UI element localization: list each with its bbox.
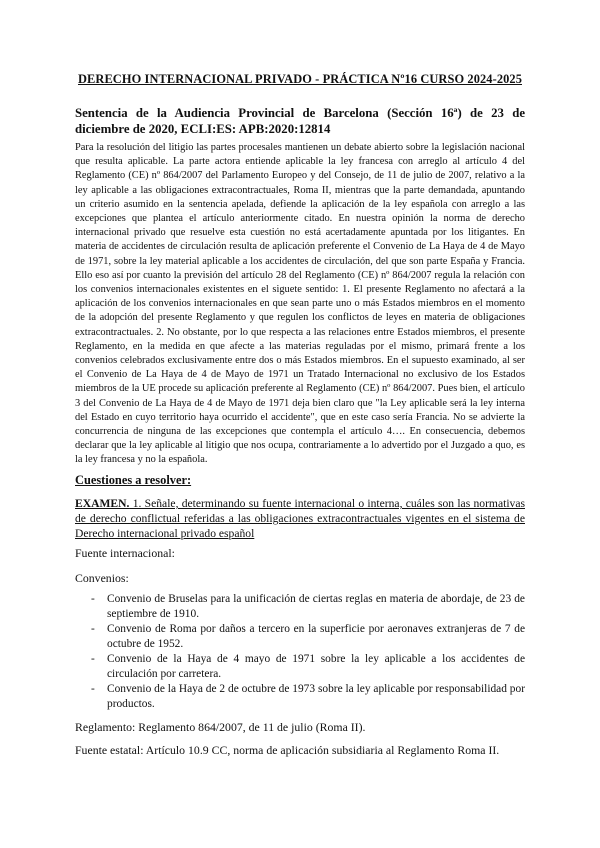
list-dash: - [91,593,95,605]
convenios-list [75,592,525,712]
reglamento-line: Reglamento: Reglamento 864/2007, de 11 de julio (Roma II). [75,720,366,734]
judgment-excerpt: Para la resolución del litigio las partes procesales mantienen un debate abierto sobre la legislación nacional que resulta aplicable. La parte actora entiende aplicable la ley francesa con arreglo al artículo 4 del Reglamento (CE) nº 864/2007 del Parlamento Europeo y del Consejo, de 11 de julio de 2007, relativo a la ley aplicable a las obligaciones extracontractuales, Roma II, mientras que la parte demandada, apuntando un criterio asumido en la sentencia apelada, defiende la aplicación de la ley española con arreglo a las excepciones que plantea el artículo anteriormente citado. En nuestra opinión la norma de derecho internacional privado que resuelve esta cuestión no está acertadamente apuntada por los litigantes. En materia de accidentes de circulación resulta de aplicación preferente el Convenio de La Haya de 4 de Mayo de 1971, sobre la ley material aplicable a los accidentes de circulación, del que son parte España y Francia. Ello eso así por cuanto la previsión del artículo 28 del Reglamento (CE) nº 864/2007 regula la relación con los convenios internacionales existentes en el siguete sentido: 1. El presente Reglamento no afectará a la aplicación de los convenios internacionales en que sean parte uno o más Estados miembros en el momento de la adopción del presente Reglamento y que regulen los conflictos de leyes en materia de obligaciones extracontractuales. 2. No obstante, por lo que respecta a las relaciones entre Estados miembros, el presente Reglamento, en la medida en que afecte a las materias reguladas por el mismo, primará frente a los convenios celebrados exclusivamente entre dos o más Estados miembros. En el supuesto examinado, al ser el Convenio de La Haya de 4 de Mayo de 1971 un Tratado Internacional no exclusivo de los Estados miembros de la UE procede su aplicación preferente al Reglamento (CE) nº 864/2007. Pues bien, el artículo 3 del Convenio de La Haya de 4 de Mayo de 1971 deja bien claro que "la Ley aplicable será la ley interna del Estado en cuyo territorio haya ocurrido el accidente", que en este caso sería Francia. No se advierte la concurrencia de ninguna de las excepciones que contempla el artículo 4…. En consecuencia, debemos declarar que la ley aplicable al litigio que nos ocupa, contrariamente a lo advertido por el Juzgado a quo, es la ley francesa y no la española. [75,142,525,466]
list-dash: - [91,653,95,665]
exam-question-text: 1. Señale, determinando su fuente internacional o interna, cuáles son las normativas de derecho conflictual referidas a las obligaciones extracontractuales vigentes en el sistema de Derecho internacional privado español [75,497,525,541]
fuente-internacional-label: Fuente internacional: [75,546,175,560]
case-citation-heading: Sentencia de la Audiencia Provincial de Barcelona (Sección 16ª) de 23 de diciembre de 2020, ECLI:ES: APB:2020:12814 [75,106,525,136]
list-item: - Convenio de Bruselas para la unificación de ciertas reglas en materia de abordaje, de 23 de septiembre de 1910. [91,593,525,620]
exam-label: EXAMEN. [75,497,130,510]
document-title: DERECHO INTERNACIONAL PRIVADO - PRÁCTICA Nº16 CURSO 2024-2025 [77,72,522,86]
list-item: - Convenio de la Haya de 4 mayo de 1971 sobre la ley aplicable a los accidentes de circulación por carretera. [91,653,525,680]
convenios-label: Convenios: [75,571,129,585]
list-dash: - [91,623,95,635]
exam-question [75,496,525,542]
list-dash: - [91,683,95,695]
list-item: - Convenio de la Haya de 2 de octubre de 1973 sobre la ley aplicable por responsabilidad por productos. [91,683,525,710]
questions-heading: Cuestiones a resolver: [75,473,192,487]
list-item: - Convenio de Roma por daños a tercero en la superficie por aeronaves extranjeras de 7 de octubre de 1952. [91,623,525,650]
fuente-estatal-line: Fuente estatal: Artículo 10.9 CC, norma de aplicación subsidiaria al Reglamento Roma II. [75,743,500,757]
